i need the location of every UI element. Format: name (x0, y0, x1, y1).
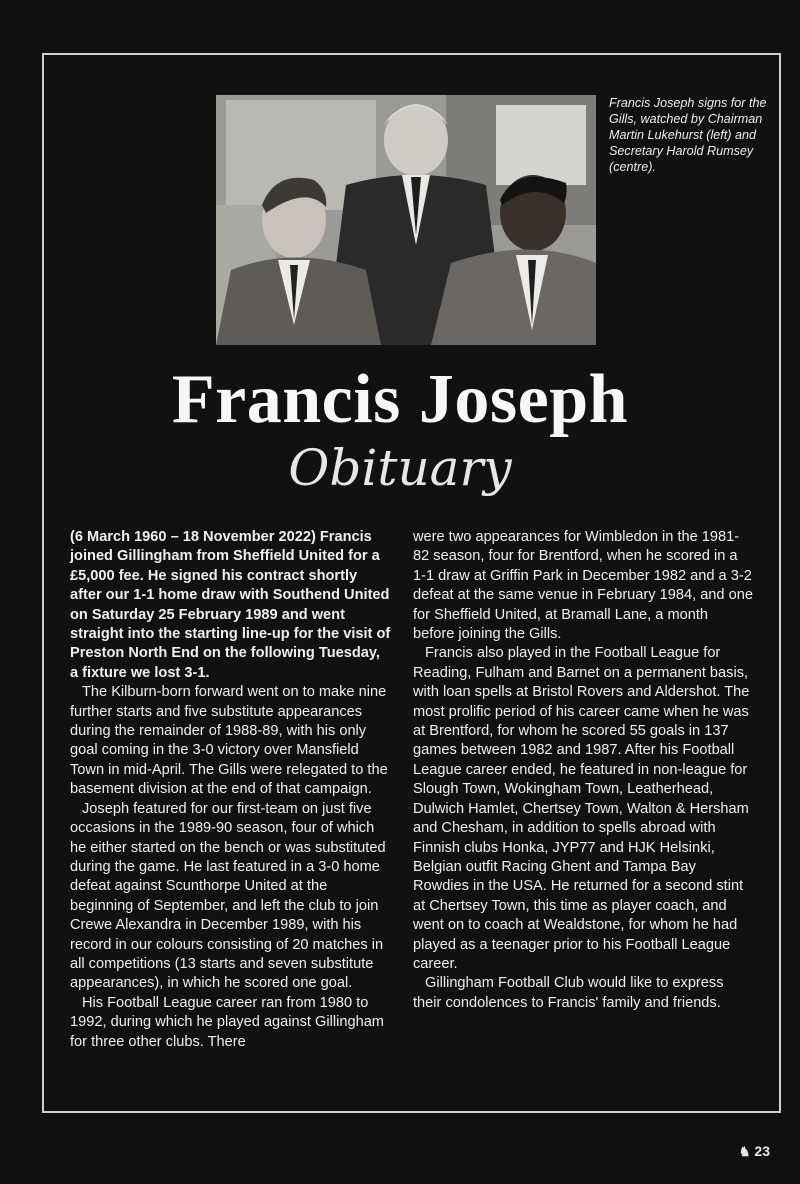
right-column (413, 528, 753, 1013)
body-paragraph: were two appearances for Wimbledon in the 1981-82 season, four for Brentford, when he scored in a 1-1 draw at Griffin Park in December 1982 and a 3-2 defeat at the same venue in February 1984, and one for Sheffield United, at Bramall Lane, a month before joining the Gills. (413, 529, 753, 643)
body-paragraph: His Football League career ran from 1980 to 1992, during which he played against Gillingham for three other clubs. There (70, 994, 384, 1050)
body-paragraph: Francis also played in the Football League for Reading, Fulham and Barnet on a permanent basis, with loan spells at Bristol Rovers and Aldershot. The most prolific period of his career came when he was at Brentford, for whom he scored 55 goals in 137 games between 1982 and 1987. After his Football League career ended, he featured in non-league for Slough Town, Wokingham Town, Leatherhead, Dulwich Hamlet, Chertsey Town, Walton & Hersham and Chesham, in addition to spells abroad with Finnish clubs Honka, JYP77 and HJK Helsinki, Belgian outfit Racing Ghent and Tampa Bay Rowdies in the USA. He returned for a second stint at Chertsey Town, this time as player coach, and went on to coach at Wealdstone, for whom he had played as a teenager prior to his Football League career. (413, 645, 750, 972)
lead-paragraph: (6 March 1960 – 18 November 2022) Francis joined Gillingham from Sheffield United for a £5,000 fee. He signed his contract shortly after our 1-1 home draw with Southend United on Saturday 25 February 1989 and went straight into the starting line-up for the visit of Preston North End on the following Tuesday, a fixture we lost 3-1. (70, 529, 391, 681)
article-title: Francis Joseph (171, 361, 629, 438)
horse-badge-icon: ♞ (738, 1144, 751, 1159)
body-paragraph: The Kilburn-born forward went on to make nine further starts and five substitute appearances during the remainder of 1988-89, with his only goal coming in the 3-0 victory over Mansfield Town in mid-April. The Gills were relegated to the basement division at the end of that campaign. (70, 684, 388, 798)
signing-photo (216, 95, 596, 345)
body-paragraph: Joseph featured for our first-team on just five occasions in the 1989-90 season, four of which he either started on the bench or was substituted during the game. He last featured in a 3-0 home defeat against Scunthorpe United at the beginning of September, and left the club to join Crewe Alexandra in December 1989, with his record in our colours consisting of 20 matches in all competitions (13 starts and seven substitute appearances), in which he scored one goal. (70, 800, 386, 992)
page-number-text: 23 (754, 1143, 770, 1159)
body-paragraph: Gillingham Football Club would like to express their condolences to Francis' family and friends. (413, 975, 724, 1011)
signing-photo-illustration (216, 95, 596, 345)
photo-caption: Francis Joseph signs for the Gills, watched by Chairman Martin Lukehurst (left) and Secretary Harold Rumsey (centre). (609, 96, 767, 174)
page-number (739, 1143, 770, 1160)
article-subtitle: Obituary (288, 439, 512, 497)
left-column (70, 528, 392, 1052)
